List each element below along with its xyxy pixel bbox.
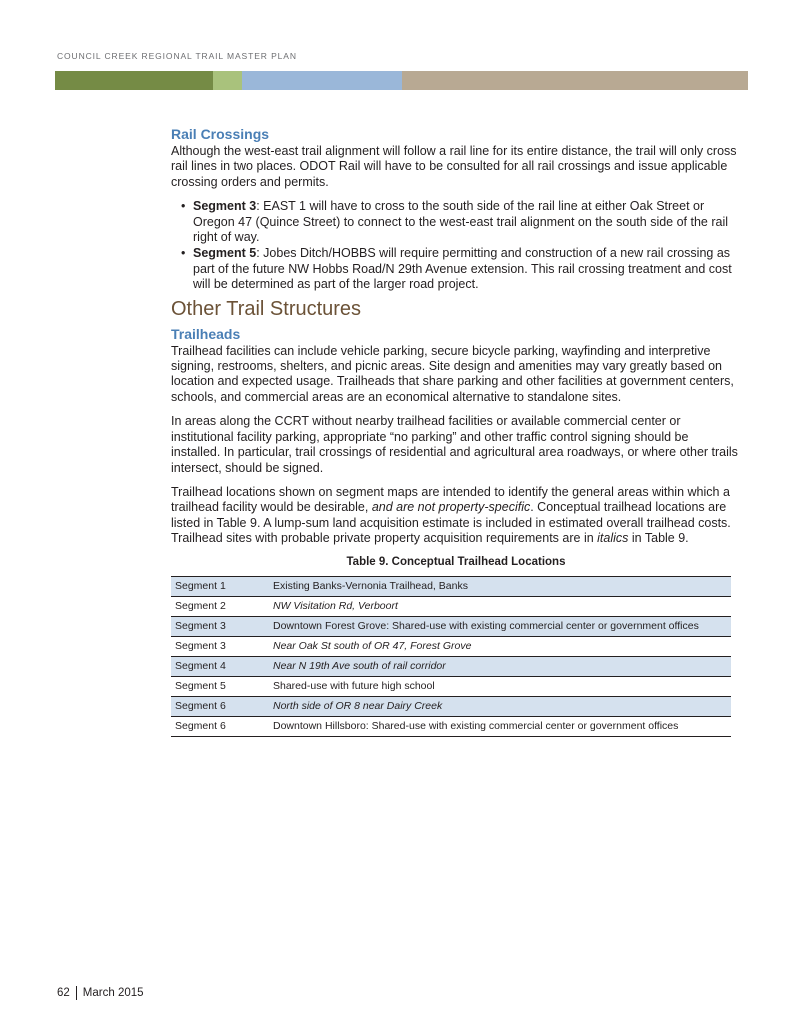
location-cell: NW Visitation Rd, Verboort xyxy=(269,596,731,616)
list-item xyxy=(181,246,741,292)
bullet-icon: • xyxy=(181,246,186,261)
rail-crossings-intro: Although the west-east trail alignment will follow a rail line for its entire distance, the trail will only cross rail lines in two places. ODOT Rail will have to be consulted for all rail crossings and issue applicable crossing orders and permits. xyxy=(171,144,737,189)
segment-cell: Segment 6 xyxy=(171,716,269,736)
segment-cell: Segment 4 xyxy=(171,656,269,676)
location-cell: Shared-use with future high school xyxy=(269,676,731,696)
trailheads-paragraph-3 xyxy=(171,485,741,547)
header-color-bar-green xyxy=(55,71,213,90)
header-color-bar-tan xyxy=(402,71,748,90)
table-row xyxy=(171,596,731,616)
bullet-text: : EAST 1 will have to cross to the south side of the rail line at either Oak Street or Oregon 47 (Quince Street) to connect to the west-east trail alignment on the south side of the rail right of way. xyxy=(193,199,729,245)
bullet-icon: • xyxy=(181,199,186,214)
paragraph-text: Trailhead locations shown on segment maps are intended to identify the general areas within which a trailhead facility would be desirable, xyxy=(171,484,730,515)
footer-date: March 2015 xyxy=(82,987,144,1000)
running-header: COUNCIL CREEK REGIONAL TRAIL MASTER PLAN xyxy=(57,51,297,61)
trailhead-locations-table xyxy=(171,576,731,737)
trailheads-paragraph-2: In areas along the CCRT without nearby trailhead facilities or available commercial center or institutional facility parking, appropriate “no parking” and other traffic control signing should be installed. In particular, trail crossings of residential and agricultural area roadways, or where other trails intersect, should be signed. xyxy=(171,414,738,475)
paragraph-text: . Conceptual trailhead locations are listed in Table 9. A lump-sum land acquisition estimate is included in estimated overall trailhead costs. Trailhead sites with probable private property acquisition requirements are in xyxy=(171,500,731,546)
table-row xyxy=(171,656,731,676)
trailheads-heading: Trailheads xyxy=(171,325,241,342)
segment-cell: Segment 3 xyxy=(171,636,269,656)
paragraph-text: in Table 9. xyxy=(628,531,689,546)
segment-cell: Segment 2 xyxy=(171,596,269,616)
table-row xyxy=(171,716,731,736)
bullet-label: Segment 3 xyxy=(193,199,257,214)
location-cell: Near N 19th Ave south of rail corridor xyxy=(269,656,731,676)
rail-crossings-heading: Rail Crossings xyxy=(171,126,270,142)
header-color-bar-blue xyxy=(242,71,402,90)
bullet-text: : Jobes Ditch/HOBBS will require permitting and construction of a new rail crossing as part of the future NW Hobbs Road/N 29th Avenue extension. This rail crossing treatment and cost will be determined as part of the larger road project. xyxy=(193,246,732,292)
table-title: Table 9. Conceptual Trailhead Locations xyxy=(346,555,566,568)
paragraph-italic-text: italics xyxy=(597,531,629,546)
other-structures-heading: Other Trail Structures xyxy=(171,297,362,320)
location-cell: Near Oak St south of OR 47, Forest Grove xyxy=(269,636,731,656)
page-footer xyxy=(57,986,144,1000)
bullet-label: Segment 5 xyxy=(193,246,257,261)
location-cell: Downtown Forest Grove: Shared-use with existing commercial center or government offices xyxy=(269,616,731,636)
paragraph-italic-text: and are not property-specific xyxy=(371,500,531,515)
page-content xyxy=(171,126,741,737)
page-number: 62 xyxy=(57,987,70,1000)
segment-cell: Segment 5 xyxy=(171,676,269,696)
header-color-bar-light-green xyxy=(213,71,242,90)
table-row xyxy=(171,696,731,716)
table-row xyxy=(171,616,731,636)
rail-crossings-list xyxy=(171,199,741,292)
table-row xyxy=(171,676,731,696)
trailheads-paragraph-1: Trailhead facilities can include vehicle parking, secure bicycle parking, wayfinding and interpretive signing, restrooms, shelters, and picnic areas. Site design and amenities may vary greatly based on location and expected usage. Trailheads that share parking and other facilities at government centers, schools, and commercial areas are an economical alternative to standalone sites. xyxy=(171,343,734,404)
segment-cell: Segment 6 xyxy=(171,696,269,716)
location-cell: Existing Banks-Vernonia Trailhead, Banks xyxy=(269,576,731,596)
segment-cell: Segment 1 xyxy=(171,576,269,596)
table-row xyxy=(171,576,731,596)
location-cell: Downtown Hillsboro: Shared-use with existing commercial center or government offices xyxy=(269,716,731,736)
location-cell: North side of OR 8 near Dairy Creek xyxy=(269,696,731,716)
segment-cell: Segment 3 xyxy=(171,616,269,636)
list-item xyxy=(181,199,741,245)
table-row xyxy=(171,636,731,656)
footer-divider xyxy=(76,986,77,1000)
